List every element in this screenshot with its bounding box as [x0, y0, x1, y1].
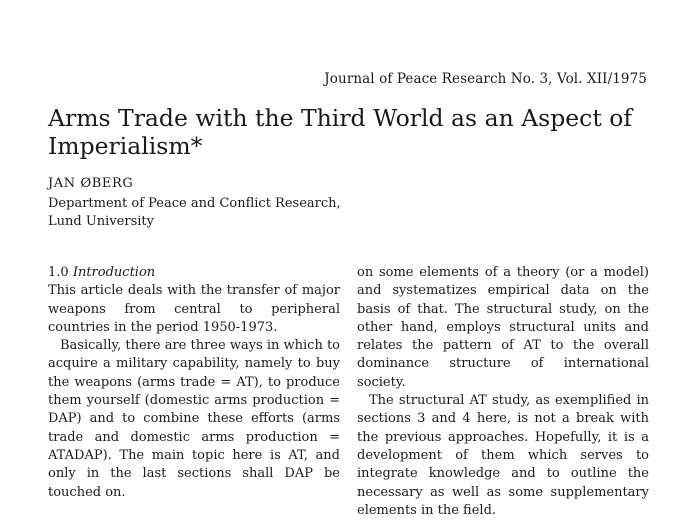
section-number: 1.0 [48, 265, 69, 280]
journal-header: Journal of Peace Research No. 3, Vol. XII/1975 [324, 71, 647, 87]
left-column [48, 264, 340, 502]
affiliation-department: Department of Peace and Conflict Research, [48, 196, 341, 211]
paragraph: on some elements of a theory (or a model) and systematizes empirical data on the basis of that. The structural study, on the other hand, employs structural units and relates the pattern of AT to the overall dominance structure of international society. [357, 265, 649, 390]
affiliation-university: Lund University [48, 214, 154, 229]
section-heading [48, 264, 340, 282]
paragraph: This article deals with the transfer of major weapons from central to peripheral countries in the period 1950-1973. [48, 283, 340, 335]
right-column [357, 264, 649, 520]
section-title: Introduction [72, 265, 156, 280]
author-name: JAN ØBERG [48, 176, 134, 191]
article-title: Arms Trade with the Third World as an Aspect of Imperialism* [48, 104, 633, 160]
author-affiliation [48, 195, 341, 231]
paragraph: Basically, there are three ways in which to acquire a military capability, namely to buy the weapons (arms trade = AT), to produce them yourself (domestic arms production = DAP) and to combine these efforts (arms trade and domestic arms production = ATADAP). The main topic here is AT, and only in the last sections shall DAP be touched on. [48, 338, 340, 500]
paragraph: The structural AT study, as exemplified in sections 3 and 4 here, is not a break with the previous approaches. Hopefully, it is a development of them which serves to integrate knowledge and to outline the necessary as well as some supplementary elements in the field. [357, 393, 649, 518]
